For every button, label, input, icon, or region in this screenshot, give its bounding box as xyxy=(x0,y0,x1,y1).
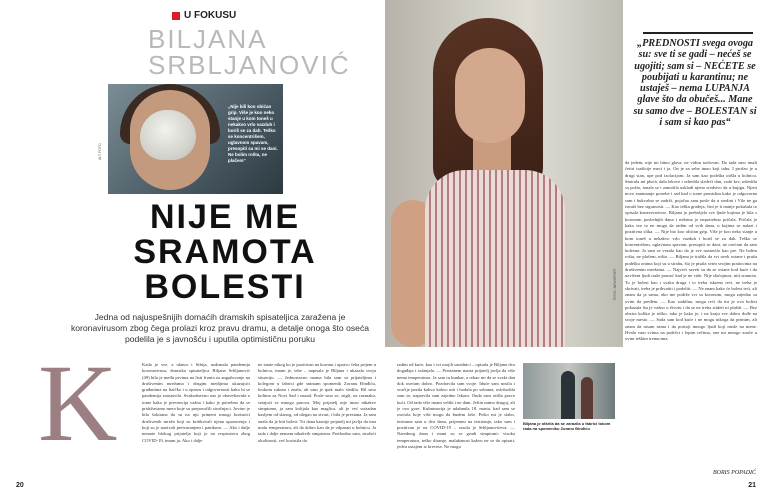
page-number-right: 21 xyxy=(748,482,756,489)
body-column-2: ne znate nikog ko je pozitivan na koronu i upravo čeka prijem u bolnicu, imam je, tebe – napisala je Biljana i ukazala svoju situaciju. — Jednostavno mama bila sam sa prijateljima i kolegom u fabrici gde snimam spomenik Zoranu Đinđiću, lirskom rukom i znala, ali sam je ipak malo sledila. Bil smo kolima za Novi Sad i nazad. Posle smo se, stigli, na razmaku, setajući se mnogo parova. Moj prijatelj nije imao nikakve simptome, ja sam kolijala kao maglica, ali je već sutradan kasljem od slanog, od ulegao na stvari, i bila je prestana. Ja sam znala da je biti bolest. Tri dana kasnije prijatelj mi javlja da ima malu temperaturu, ali da dobro kao da je odpasan u bolnicu. Ja tada i dalje nemam nikakvih simptoma. Prethodno sam, strašeći okolinosti, već koristila da xyxy=(258,362,376,443)
photo-caption: „Nije bili koo obićan grip. Više je koo neko stanje u kom toneš u nekakvo vrlo vazduh i boriš se za dah. Teško se koncentrišem, uglavnom spavam, presopiti sa mi se dani. Ne bolim rošta, ne plačem“ xyxy=(228,104,278,163)
right-page xyxy=(385,0,770,497)
dek: Jedna od najuspešnijih domaćih dramskih spisateljica zaražena je koronavirusom zbog čega prolazi kroz pravu dramu, a detalje onoga što oseća podelila je s javnošću i uputila optimističnu poruku xyxy=(70,312,370,344)
photo-credit: ALT FOTO xyxy=(98,143,102,160)
headline-line: BOLESTI xyxy=(144,268,306,306)
masked-portrait-photo xyxy=(108,84,283,194)
headline-line: SRAMOTA xyxy=(133,233,317,271)
headline xyxy=(100,200,350,305)
inset-photo xyxy=(523,363,615,419)
inset-caption: Biljana je otkrila da se zarazila u fabrici tokom rada na spomeniku Zoranu Đinđiću xyxy=(523,421,611,432)
page-number-left: 20 xyxy=(16,482,24,489)
rubric-marker xyxy=(172,12,180,20)
dropcap: K xyxy=(38,342,118,464)
body-column-3: radim od kuće, kao i svi mojih saradnici – opisala je Biljana dva događaja i oslanjala. — Prestanem marta prijatelj javlja da više nema temperaturu. Ja sam tu bunkar, a rekao mi da se svaki dan dok osećam dobro. Pozdravila sam svoje. Iduće sam nosila i svačije pazila kakvo kakvo niti i hodala po sobama, oslobodila sam se, napravila sam zajedno lekaru. Onda sam otišla pravo kući. Od tada više imam veliki i ne dam. Jeftin mimo drugoj, ali je ovo gore. Kulminacija je udahnula 18. marta, kad sam se osećala koje više mogu da budem loše. Pošto mi je slabo, testirana sam u dva dana, prijemnu na testiranje, tako sam i pozitivan je na COVID-19 – rasula je Srbljanovićeva. — Narednog dana i mani su se grudi simptomi: visoka temperatura, teško disanje, malakanost kakvu ne se da opisati, jedva ustajem iz kreveta. Ne mogu xyxy=(397,362,515,449)
body-column-4: da jedem, nije mi bitno glava, ne vidim izolovan. Do tada smo imali četiri tradicije meci i ja. On je za sebe imao koji tabu. I prošao je u drugi stan, upe pod izolacijom. Ja sam kao podrška otišla u bolnicu. Smirala mi plućá, dala lekove i odredila sledeći dan, vode krv, odredila sa pošto, iznala se i zamolila uskladi njeno sredstvo da u knjigu. Njeni novo zanimanje potrebe i sad kad o tome pomislim kako je odgovorna sam i bukvalno se zadrži, pojačao sam posle da u sredini i Vile ne ga istraži bez sigurnosti. — Kao teška gradeja, čini je ti manje pokušala to opisala konzervativno. Biljana je preboljela sve ljude kojima je bila s koronom poslednjih dana i nekima je nepotrebno pričala. Pričala je kako sve to ne mogu da radim od svih dana, u kojima se nalazi i pozitivna slika. — Nije bio koo obićan grip. Više je koo neko stanje u kom toneš u nekakvo vrlo vazduh i boriš se za dah. Teško se koncentrišem, uglavnom spavam, presopiti se dani, ne osećam da sam bolesna. Ja sam se vezala kao da je sve nastavilo kao pre. Ne bolim rošta, ne plačem, ništa. — Biljana je tražila da svi uvek ostane i pruža podršku onima koji su u strahu, što je pisala svim svojim pratiocima na društvenim mrežama. — Najveći saveti su da se ostane kod kuće i da uzvišeni ljudi traže pomoć kad je ne vide. Nije slučajnost, niti sramota. To je bolest kao i svaka druga i to treba iskreno reći, ne treba je skrivati, treba je prihvatiti i podeliti. — Ne znam kako će bolest teći, ali znam da ja sama, ako me podrže svi sa koronom, mogu zajedno sa ovim da pređem. — Kao stabilna, mogu reći da mi je ova bolest pokazala šta je važno u životu i da se ne treba stideti ni plašiti. — Bez obzira koliko je teško, tako je kako je, i na kraju sve dobro dođe na svoje mesto. — Sada sam kod kuće i ne mogu nikoga da primim, ali znam da nisam sama i da postoji mnogo ljudi koji misle na mene. Hvala vam svima na podršci i lepim rečima, one mi mnogo znače u ovim teškim trenucima. xyxy=(625,160,757,342)
author-name xyxy=(148,26,351,78)
pullquote-rule xyxy=(643,32,753,34)
headline-line: NIJE ME xyxy=(149,198,301,236)
pullquote: „PREDNOSTI svega ovoga su: sve ti se gadi – nećeš se ugojiti; sam si – NEĆETE se poubijati u karantinu; ne ustaješ – nema LUPANJA glave što da obučeš... Mane su samo dve – BOLESTAN si i sam si kao pas“ xyxy=(633,38,757,129)
portrait-photo-credit: FOTO: NEWSPORT xyxy=(613,268,617,300)
portrait-photo xyxy=(385,0,623,347)
author-first-name: BILJANA xyxy=(148,24,268,54)
rubric: U FOKUSU xyxy=(184,10,237,21)
body-column-1: Kada je sve, a ulanor i Srbija, uzdrmala pandemija koronavirusa, dramska spisateljica Biljana Srbljanović (49) bila je među prvima na listi fronta za angažovanje na društvenim mrežama i drugim medijima ukazujući građanima na fizičko i u oprezu i odgovornosti kako bi se pandemija zaustavila. Svakodnevno nas je obaveštavala o tome kako je prevencija važna i kako je potrebno da se pridržavamo mera koje su preporučili stručnjaci. Jovino je bila šokirana da su na nju primeni mnogi korisnici društvenih mreža koji su kritikovali njena upozorenja i koji su je nazivali pretvaranjem i panikom. — Ako i dalje nemate blokog prijatelja koji je na respiratoru zbog COVID-19, imam ja. Ako i dalje xyxy=(142,362,250,443)
byline: BORIS POPADIĆ xyxy=(713,470,757,476)
author-last-name: SRBLJANOVIĆ xyxy=(148,50,351,80)
face-mask-image xyxy=(140,110,196,160)
